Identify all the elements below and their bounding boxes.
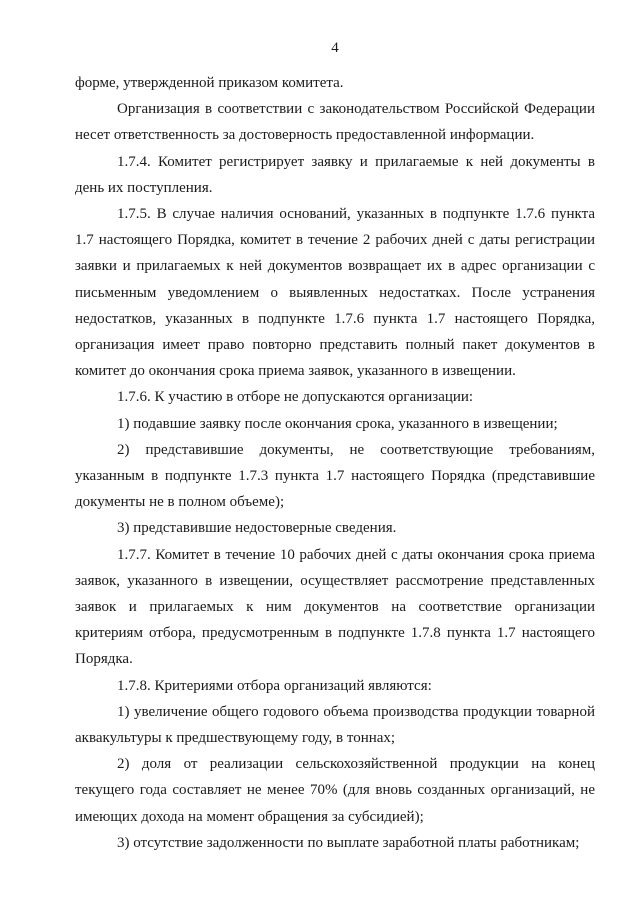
- list-item-1-7-6-1: 1) подавшие заявку после окончания срока, указанного в извещении;: [117, 415, 558, 432]
- list-item-1-7-8-3: 3) отсутствие задолженности по выплате заработной платы работникам;: [117, 834, 580, 851]
- paragraph-1-7-7: 1.7.7. Комитет в течение 10 рабочих дней с даты окончания срока приема заявок, указанного в извещении, осуществляет рассмотрение представленных заявок и прилагаемых к ним документов на соответствие организации критериям отбора, предусмотренным в подпункте 1.7.8 пункта 1.7 настоящего Порядка.: [75, 546, 595, 668]
- page-number: 4: [331, 40, 339, 56]
- paragraph-continuation: форме, утвержденной приказом комитета.: [75, 75, 344, 91]
- list-item-1-7-8-1: 1) увеличение общего годового объема производства продукции товарной аквакультуры к предшествующему году, в тоннах;: [75, 703, 595, 747]
- list-item-1-7-8-2: 2) доля от реализации сельскохозяйственной продукции на конец текущего года составляет не менее 70% (для вновь созданных организаций, не имеющих дохода на момент обращения за субсидией);: [75, 756, 595, 825]
- list-item-1-7-6-2: 2) представившие документы, не соответствующие требованиям, указанным в подпункте 1.7.3 пункта 1.7 настоящего Порядка (представившие документы не в полном объеме);: [75, 441, 595, 511]
- list-item-1-7-6-3: 3) представившие недостоверные сведения.: [117, 520, 397, 537]
- paragraph-responsibility: Организация в соответствии с законодательством Российской Федерации несет ответственность за достоверность предоставленной информации.: [75, 101, 595, 144]
- paragraph-1-7-5: 1.7.5. В случае наличия оснований, указанных в подпункте 1.7.6 пункта 1.7 настоящего Порядка, комитет в течение 2 рабочих дней с даты регистрации заявки и прилагаемых к ней документов возвращает их в адрес организации с письменным уведомлением о выявленных недостатках. После устранения недостатков, указанных в подпункте 1.7.6 пункта 1.7 настоящего Порядка, организация имеет право повторно представить полный пакет документов в комитет до окончания срока приема заявок, указанного в извещении.: [75, 206, 595, 380]
- paragraph-1-7-6: 1.7.6. К участию в отборе не допускаются организации:: [117, 389, 474, 406]
- paragraph-1-7-4: 1.7.4. Комитет регистрирует заявку и прилагаемые к ней документы в день их поступления.: [75, 153, 595, 196]
- document-body: [75, 70, 595, 856]
- paragraph-1-7-8: 1.7.8. Критериями отбора организаций являются:: [117, 677, 432, 694]
